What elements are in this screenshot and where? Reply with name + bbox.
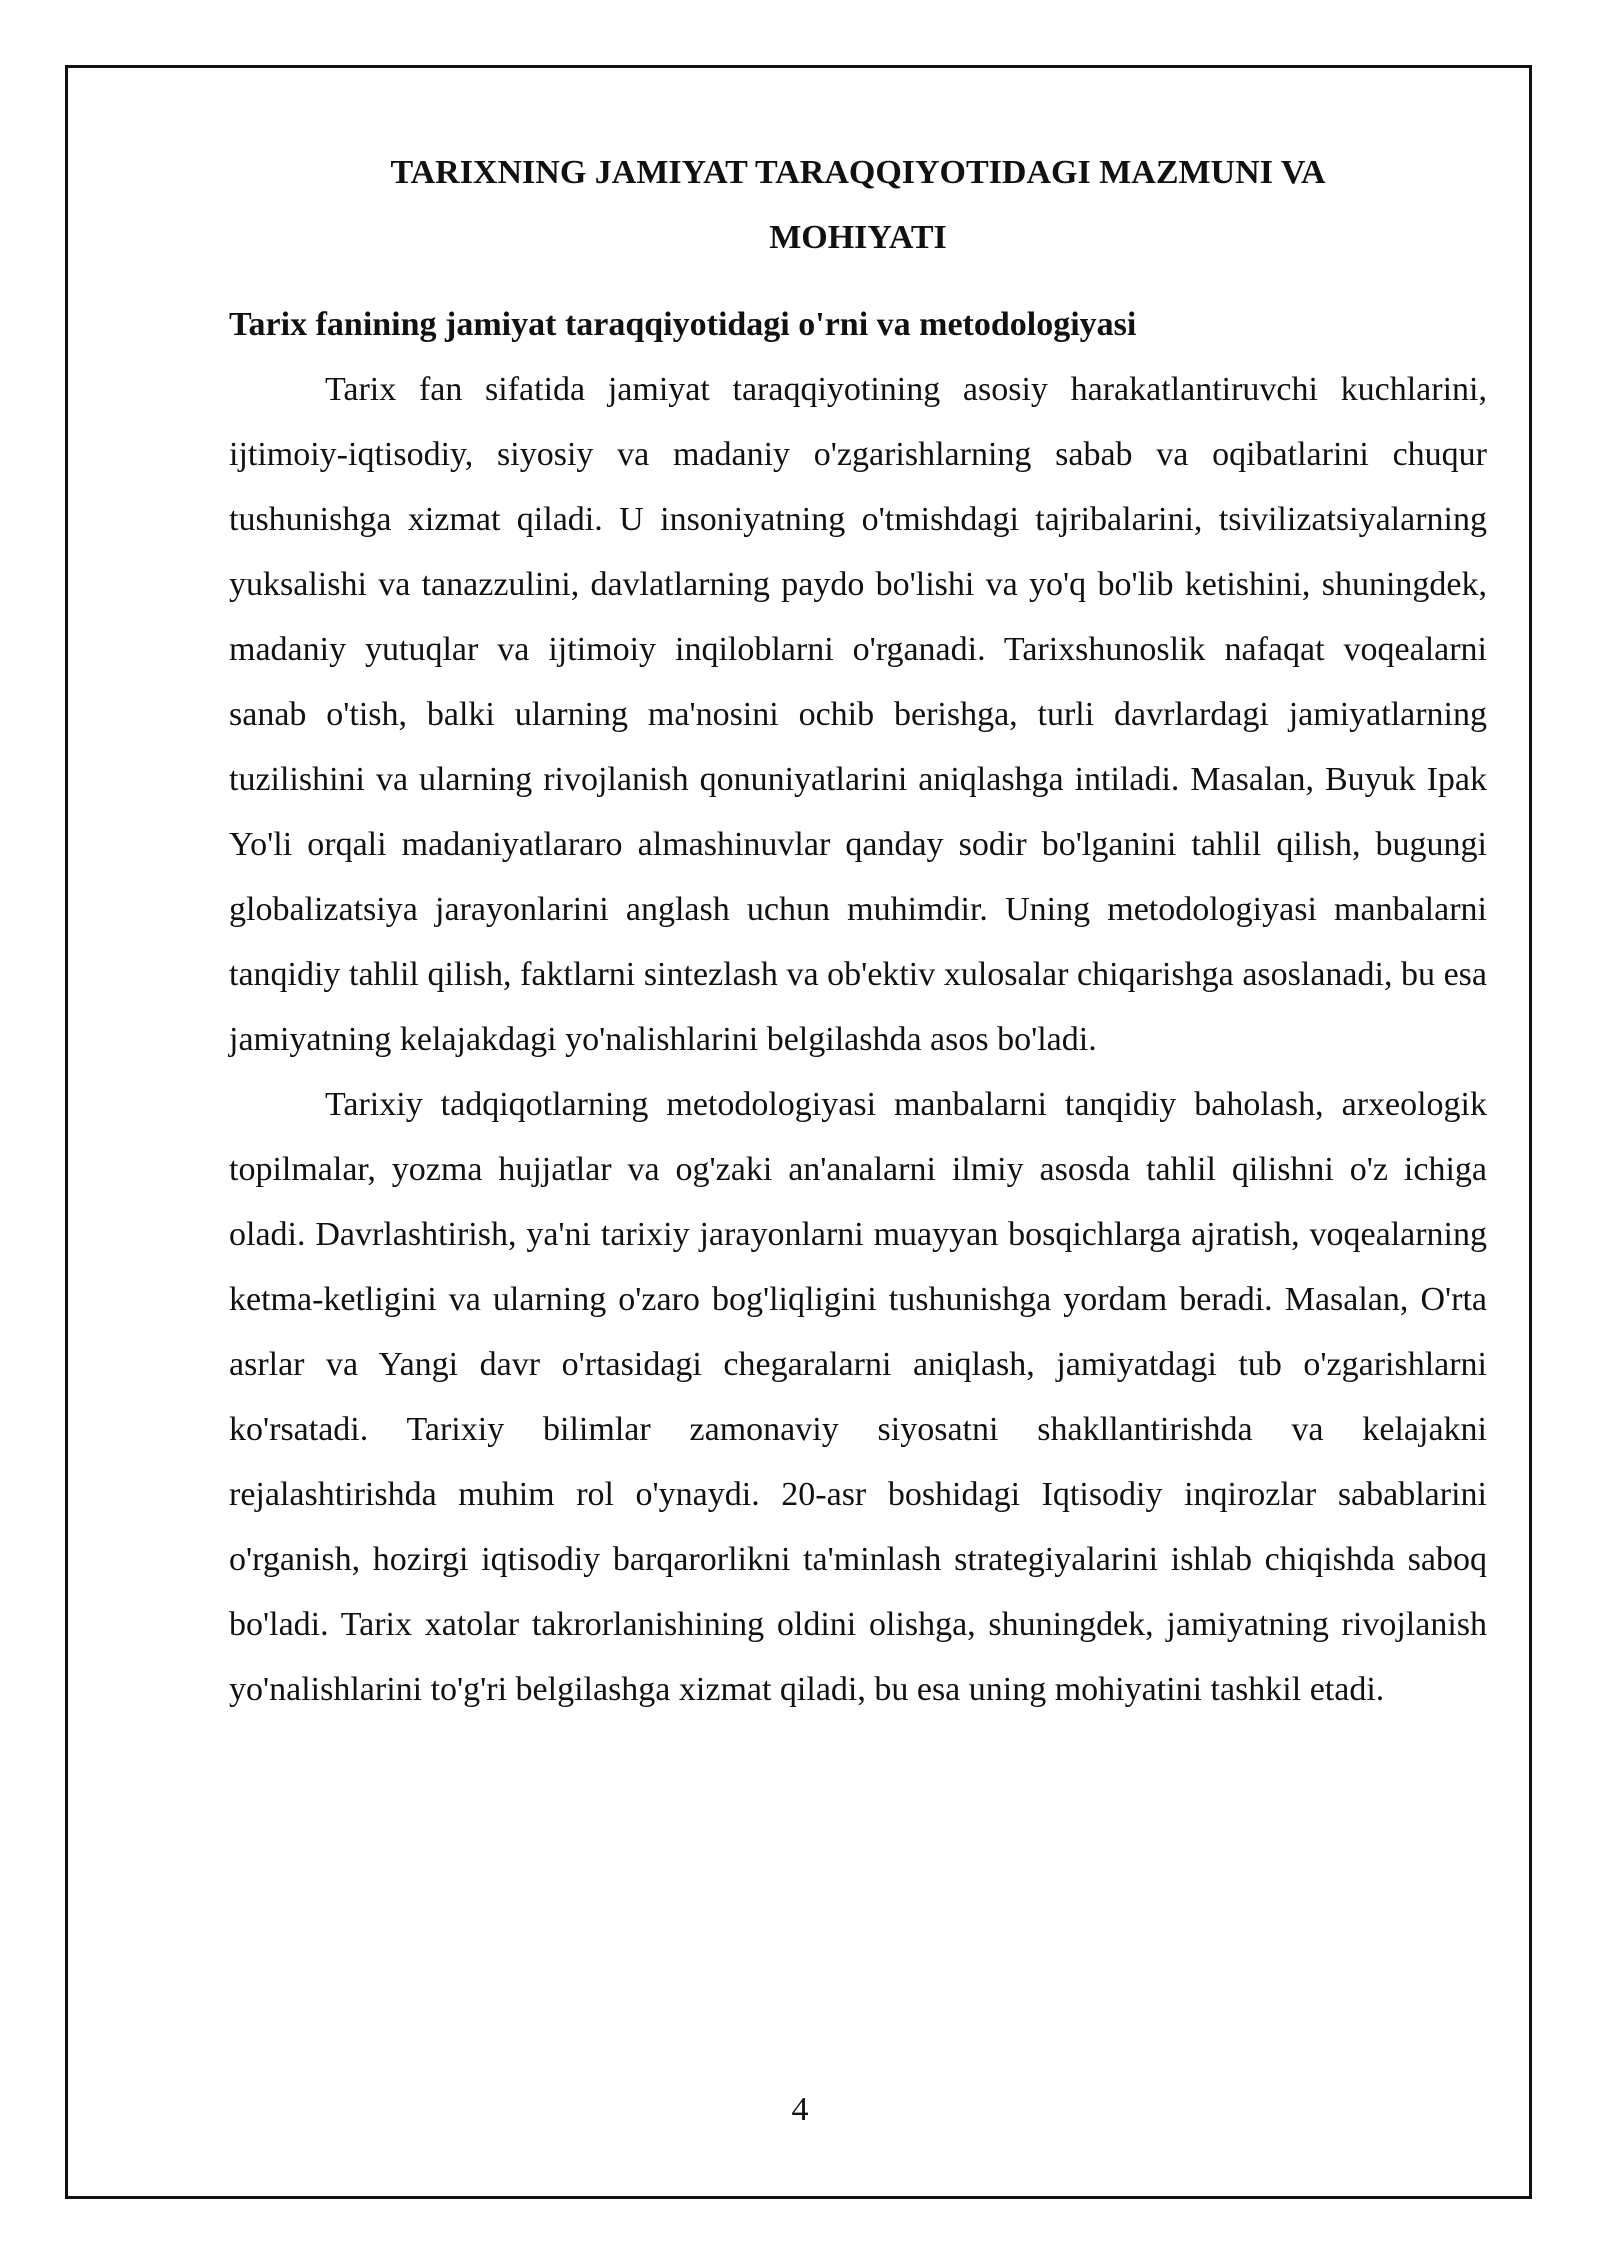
document-title-line-2: MOHIYATI <box>769 219 947 256</box>
section-heading: Tarix fanining jamiyat taraqqiyotidagi o'rni va metodologiyasi <box>229 306 1137 343</box>
page-content <box>229 140 1487 1722</box>
body-paragraph-1: Tarix fan sifatida jamiyat taraqqiyotining asosiy harakatlantiruvchi kuchlarini, ijtimoiy-iqtisodiy, siyosiy va madaniy o'zgarishlarning sabab va oqibatlarini chuqur tushunishga xizmat qiladi. U insoniyatning o'tmishdagi tajribalarini, tsivilizatsiyalarning yuksalishi va tanazzulini, davlatlarning paydo bo'lishi va yo'q bo'lib ketishini, shuningdek, madaniy yutuqlar va ijtimoiy inqiloblarni o'rganadi. Tarixshunoslik nafaqat voqealarni sanab o'tish, balki ularning ma'nosini ochib berishga, turli davrlardagi jamiyatlarning tuzilishini va ularning rivojlanish qonuniyatlarini aniqlashga intiladi. Masalan, Buyuk Ipak Yo'li orqali madaniyatlararo almashinuvlar qanday sodir bo'lganini tahlil qilish, bugungi globalizatsiya jarayonlarini anglash uchun muhimdir. Uning metodologiyasi manbalarni tanqidiy tahlil qilish, faktlarni sintezlash va ob'ektiv xulosalar chiqarishga asoslanadi, bu esa jamiyatning kelajakdagi yo'nalishlarini belgilashda asos bo'ladi. <box>229 371 1487 1058</box>
document-title-line-1: TARIXNING JAMIYAT TARAQQIYOTIDAGI MAZMUNI VA <box>390 154 1326 191</box>
body-paragraph-2: Tarixiy tadqiqotlarning metodologiyasi manbalarni tanqidiy baholash, arxeologik topilmalar, yozma hujjatlar va og'zaki an'analarni ilmiy asosda tahlil qilishni o'z ichiga oladi. Davrlashtirish, ya'ni tarixiy jarayonlarni muayyan bosqichlarga ajratish, voqealarning ketma-ketligini va ularning o'zaro bog'liqligini tushunishga yordam beradi. Masalan, O'rta asrlar va Yangi davr o'rtasidagi chegaralarni aniqlash, jamiyatdagi tub o'zgarishlarni ko'rsatadi. Tarixiy bilimlar zamonaviy siyosatni shakllantirishda va kelajakni rejalashtirishda muhim rol o'ynaydi. 20-asr boshidagi Iqtisodiy inqirozlar sabablarini o'rganish, hozirgi iqtisodiy barqarorlikni ta'minlash strategiyalarini ishlab chiqishda saboq bo'ladi. Tarix xatolar takrorlanishining oldini olishga, shuningdek, jamiyatning rivojlanish yo'nalishlarini to'g'ri belgilashga xizmat qiladi, bu esa uning mohiyatini tashkil etadi. <box>229 1086 1487 1708</box>
page-number: 4 <box>791 2091 809 2128</box>
document-title <box>229 140 1487 270</box>
